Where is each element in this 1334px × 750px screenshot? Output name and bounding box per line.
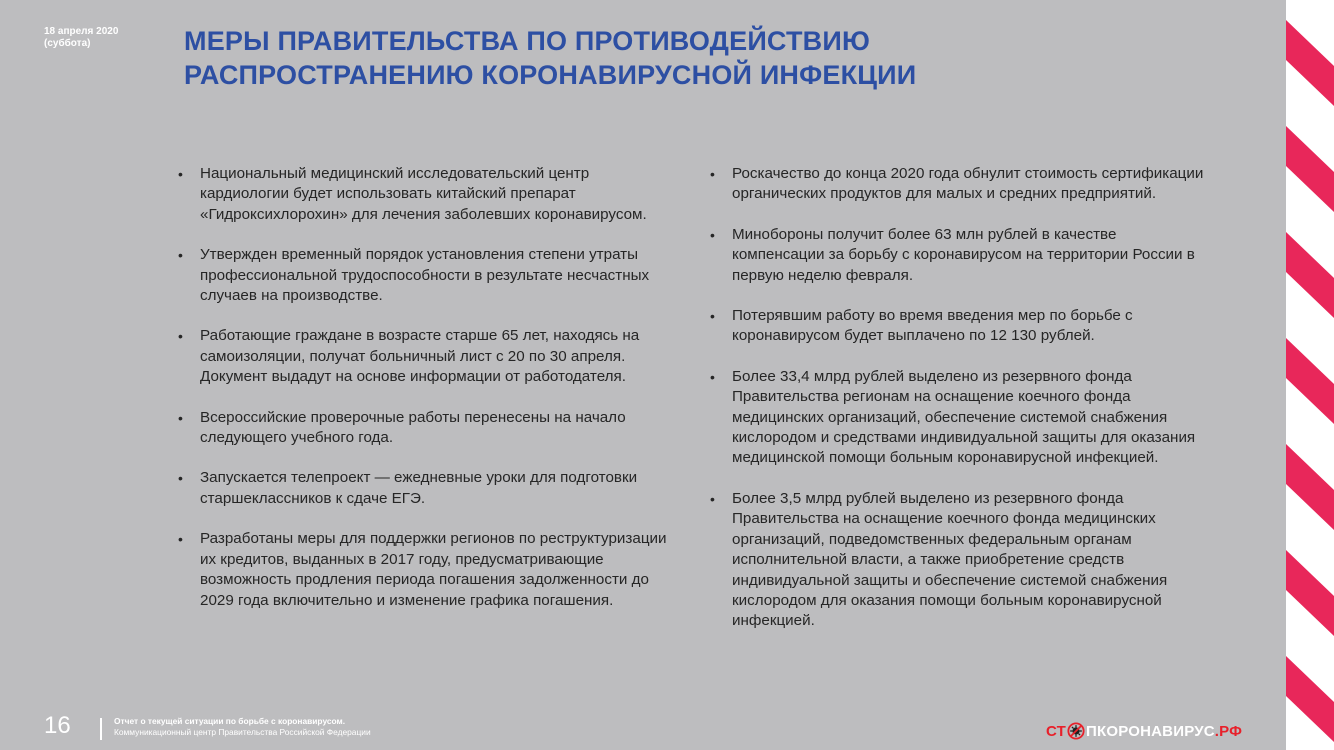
date-line: 18 апреля 2020: [44, 26, 119, 37]
brand-text-2: ПКОРОНАВИРУС: [1086, 722, 1215, 740]
brand-text-3: .РФ: [1214, 722, 1243, 740]
page-title: [184, 24, 1084, 92]
footer-line-1: Отчет о текущей ситуации по борьбе с коронавирусом.: [114, 716, 346, 726]
footer-line-2: Коммуникационный центр Правительства Российской Федерации: [114, 727, 371, 737]
list-item: • Разработаны меры для поддержки регионов по реструктуризации их кредитов, выданных в 2017 году, предусматривающие возможность продления периода погашения задолженности до 2029 года включительно и изменение графика погашения.: [176, 529, 676, 611]
stopcoronavirus-logo: [1046, 722, 1242, 740]
footer-caption: [114, 716, 371, 738]
right-bullet-list: [708, 164, 1208, 652]
list-item: • Минобороны получит более 63 млн рублей в качестве компенсации за борьбу с коронавирусом на территории России в первую неделю февраля.: [708, 225, 1208, 286]
title-line-1: МЕРЫ ПРАВИТЕЛЬСТВА ПО ПРОТИВОДЕЙСТВИЮ: [184, 26, 870, 56]
list-item: • Запускается телепроект — ежедневные уроки для подготовки старшеклассников к сдаче ЕГЭ.: [176, 468, 676, 509]
list-item: • Утвержден временный порядок установления степени утраты профессиональной трудоспособности в результате несчастных случаев на производстве.: [176, 245, 676, 306]
list-item: • Роскачество до конца 2020 года обнулит стоимость сертификации органических продуктов для малых и средних предприятий.: [708, 164, 1208, 205]
list-item: • Всероссийские проверочные работы перенесены на начало следующего учебного года.: [176, 408, 676, 449]
footer-divider: [100, 718, 102, 740]
stripes-graphic: [1286, 0, 1334, 750]
weekday-line: (суббота): [44, 38, 91, 49]
list-item: • Более 3,5 млрд рублей выделено из резервного фонда Правительства на оснащение коечного фонда медицинских организаций, подведомственных федеральным органам исполнительной власти, а также приобретение средств индивидуальной защиты и обеспечение системой снабжения кислородом для оказания помощи больным коронавирусной инфекцией.: [708, 489, 1208, 632]
list-item: • Национальный медицинский исследовательский центр кардиологии будет использовать китайский препарат «Гидроксихлорохин» для лечения заболевших коронавирусом.: [176, 164, 676, 225]
page-number: 16: [44, 712, 71, 739]
list-item: • Работающие граждане в возрасте старше 65 лет, находясь на самоизоляции, получат больничный лист с 20 по 30 апреля. Документ выдадут на основе информации от работодателя.: [176, 326, 676, 387]
brand-text-1: СТ: [1046, 722, 1067, 740]
left-bullet-list: [176, 164, 676, 631]
virus-stop-icon: [1067, 722, 1085, 740]
decorative-stripes: [1286, 0, 1334, 750]
report-date: [44, 26, 118, 50]
title-line-2: РАСПРОСТРАНЕНИЮ КОРОНАВИРУСНОЙ ИНФЕКЦИИ: [184, 60, 917, 90]
list-item: • Потерявшим работу во время введения мер по борьбе с коронавирусом будет выплачено по 12 130 рублей.: [708, 306, 1208, 347]
list-item: • Более 33,4 млрд рублей выделено из резервного фонда Правительства регионам на оснащение коечного фонда медицинских организаций, обеспечение системой снабжения кислородом и средствами индивидуальной защиты для оказания медицинской помощи больным коронавирусной инфекцией.: [708, 367, 1208, 469]
